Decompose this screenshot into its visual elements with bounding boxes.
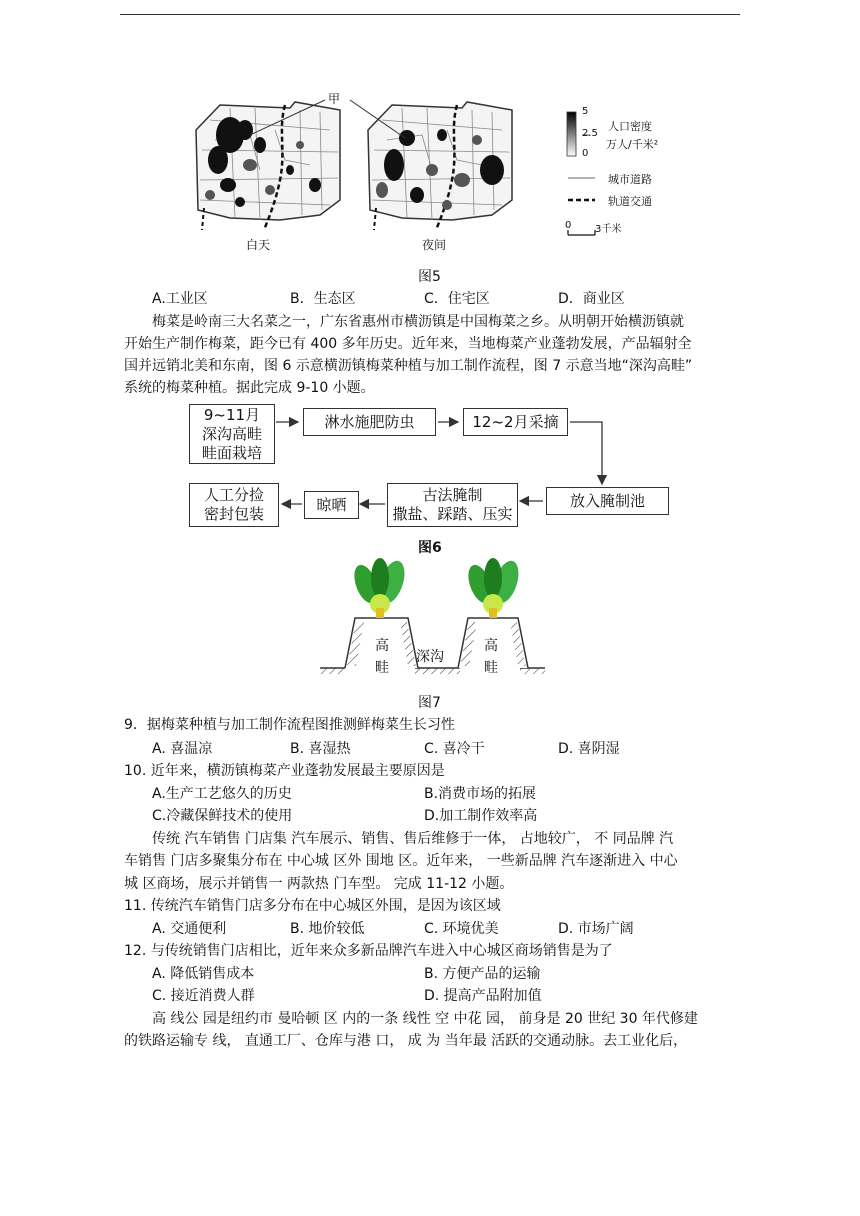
scale-zero: 0 (565, 220, 572, 231)
q11-option-d: D. 市场广阔 (558, 921, 634, 937)
flow-step-watering (303, 408, 436, 436)
q8-option-c: C．住宅区 (424, 291, 490, 307)
right-ridge-label (481, 635, 501, 679)
mustard-plant-left (350, 558, 409, 618)
ditch-label: 深沟 (416, 649, 444, 665)
q10-option-b: B.消费市场的拓展 (424, 786, 537, 802)
figure-7-caption: 图7 (418, 695, 441, 711)
para1-line4: 系统的梅菜种植。据此完成 9-10 小题。 (124, 380, 375, 396)
left-ridge-char1: 高 (375, 638, 389, 654)
day-map (196, 102, 340, 230)
flow-step-drying (304, 491, 359, 519)
flow-step-planting-line2: 深沟高畦 (201, 424, 262, 443)
flow-step-watering-label: 淋水施肥防虫 (324, 412, 415, 431)
para1-line3: 国并远销北美和东南，图 6 示意横沥镇梅菜种植与加工制作流程，图 7 示意当地“深沟高畦” (124, 358, 693, 374)
q12-option-d: D. 提高产品附加值 (424, 988, 542, 1004)
figure-5-caption: 图5 (418, 269, 441, 285)
flow-step-pickling-pool-label: 放入腌制池 (569, 491, 645, 510)
para1-line2: 开始生产制作梅菜，距今已有 400 多年历史。近年来，当地梅菜产业蓬勃发展，产品辐射全 (124, 336, 692, 352)
q9-option-d: D. 喜阴湿 (558, 741, 620, 757)
para3-line2: 的铁路运输专 线， 直通工厂、仓库与港 口， 成 为 当年最 活跃的交通动脉。去工业化后， (124, 1033, 688, 1049)
q9-option-c: C. 喜冷干 (424, 741, 485, 757)
legend-title-2: 万人/千米² (606, 138, 659, 151)
flow-step-sorting-packing-line1: 人工分捡 (203, 486, 264, 504)
flow-step-harvest (463, 408, 568, 436)
night-map (368, 102, 512, 230)
q11-option-c: C. 环境优美 (424, 921, 499, 937)
q11-option-a: A. 交通便利 (152, 921, 227, 937)
para3-line1: 高 线公 园是纽约市 曼哈顿 区 内的一条 线性 空 中花 园， 前身是 20 世纪 30 年代修建 (152, 1011, 698, 1027)
q11-option-b: B. 地价较低 (290, 921, 365, 937)
q12-stem: 12. 与传统销售门店相比，近年来众多新品牌汽车进入中心城区商场销售是为了 (124, 943, 613, 959)
legend-max: 5 (582, 106, 589, 117)
flow-step-traditional-pickling-line1: 古法腌制 (422, 486, 483, 504)
ridge-ditch-diagram (320, 556, 545, 686)
right-ridge-char1: 高 (484, 638, 498, 654)
q12-option-a: A. 降低销售成本 (152, 966, 255, 982)
left-ridge-char2: 畦 (375, 660, 389, 676)
q10-stem: 10. 近年来，横沥镇梅菜产业蓬勃发展最主要原因是 (124, 763, 445, 779)
para2-line3: 城 区商场，展示并销售一 两款热 门车型。 完成 11-12 小题。 (124, 876, 514, 892)
legend-title-1: 人口密度 (608, 120, 652, 133)
q8-option-b: B．生态区 (290, 291, 356, 307)
flow-step-sorting-packing-line2: 密封包装 (203, 505, 264, 523)
legend-road: 城市道路 (608, 173, 652, 186)
para2-line2: 车销售 门店多聚集分布在 中心城 区外 围地 区。近年来， 一些新品牌 汽车逐渐进入 中心 (124, 853, 678, 869)
mustard-plant-right (464, 558, 523, 618)
q8-option-d: D．商业区 (558, 291, 625, 307)
legend-mid: 2.5 (582, 128, 598, 139)
scale-3km: 3千米 (595, 224, 622, 235)
flow-step-pickling-pool (546, 487, 669, 515)
flow-step-traditional-pickling-line2: 撒盐、踩踏、压实 (392, 505, 513, 523)
label-night: 夜间 (422, 238, 447, 252)
flow-step-planting-line3: 畦面栽培 (201, 443, 262, 462)
q10-option-d: D.加工制作效率高 (424, 808, 538, 824)
figure-5 (190, 90, 690, 260)
q9-option-a: A. 喜温凉 (152, 741, 213, 757)
flow-step-planting-line1: 9~11月 (203, 405, 261, 424)
legend-rail: 轨道交通 (608, 195, 652, 208)
flow-step-planting (189, 404, 275, 464)
label-day: 白天 (246, 238, 271, 252)
label-jia: 甲 (328, 92, 341, 106)
q9-option-b: B. 喜湿热 (290, 741, 351, 757)
para2-line1: 传统 汽车销售 门店集 汽车展示、销售、售后维修于一体， 占地较广， 不 同品牌 汽 (152, 831, 674, 847)
q10-option-c: C.冷藏保鲜技术的使用 (152, 808, 293, 824)
q12-option-b: B. 方便产品的运输 (424, 966, 541, 982)
flow-step-traditional-pickling (387, 483, 518, 527)
para1-line1: 梅菜是岭南三大名菜之一，广东省惠州市横沥镇是中国梅菜之乡。从明朝开始横沥镇就 (152, 314, 684, 330)
q9-stem: 9．据梅菜种植与加工制作流程图推测鲜梅菜生长习性 (124, 717, 455, 733)
flow-step-sorting-packing (189, 483, 279, 527)
q11-stem: 11. 传统汽车销售门店多分布在中心城区外围，是因为该区域 (124, 898, 501, 914)
flow-step-harvest-label: 12~2月采摘 (472, 412, 559, 431)
figure-6-caption: 图6 (418, 540, 442, 556)
left-ridge-label (372, 635, 392, 679)
legend-min: 0 (582, 148, 589, 159)
flow-step-drying-label: 晾晒 (316, 495, 347, 514)
q12-option-c: C. 接近消费人群 (152, 988, 255, 1004)
header-rule (120, 14, 740, 15)
q10-option-a: A.生产工艺悠久的历史 (152, 786, 292, 802)
right-ridge-char2: 畦 (484, 660, 498, 676)
q8-option-a: A.工业区 (152, 291, 208, 307)
